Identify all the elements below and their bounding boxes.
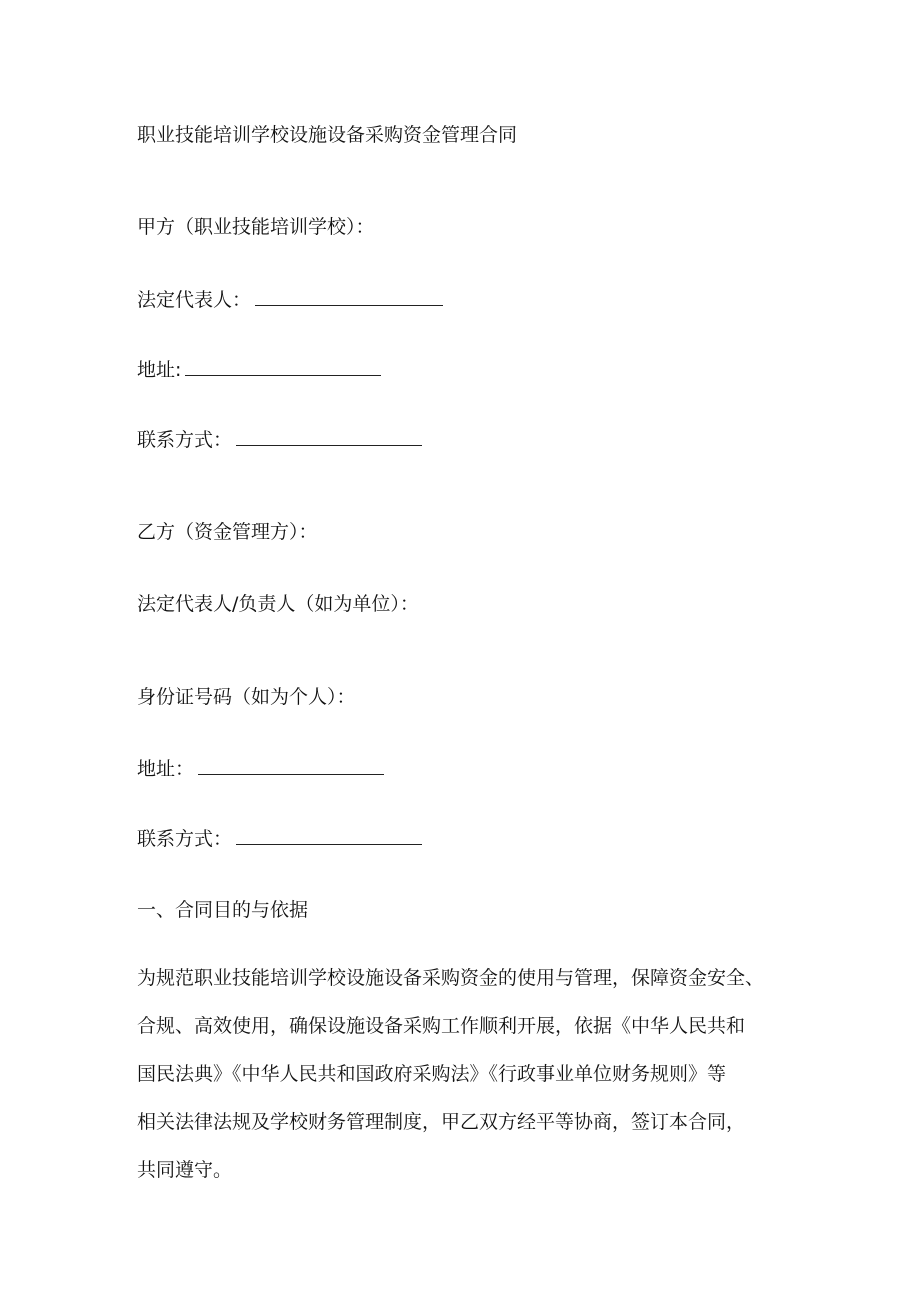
section1-paragraph [137,954,764,1194]
party-a-heading: 甲方（职业技能培训学校）： [137,216,375,238]
section1-heading: 一、合同目的与依据 [137,899,309,921]
paragraph-line: 相关法律法规及学校财务管理制度，甲乙双方经平等协商，签订本合同， [137,1111,746,1133]
party-b-id-label: 身份证号码（如为个人）： [137,686,356,708]
party-a-address-label: 地址: [137,359,182,381]
party-a-legal-rep-blank[interactable] [255,288,443,306]
party-a-contact-blank[interactable] [236,428,422,446]
party-b-contact-label: 联系方式： [137,828,233,850]
party-b-legal-rep-label: 法定代表人/负责人（如为单位）： [137,593,419,615]
party-b-address-blank[interactable] [198,757,384,775]
party-a-legal-rep-row [137,288,443,312]
party-b-address-row [137,757,384,781]
paragraph-line: 合规、高效使用，确保设施设备采购工作顺利开展，依据《中华人民共和 [137,1015,746,1037]
party-b-heading: 乙方（资金管理方）： [137,521,318,543]
paragraph-line: 国民法典》《中华人民共和国政府采购法》《行政事业单位财务规则》等 [137,1063,727,1085]
party-b-contact-blank[interactable] [236,827,422,845]
party-b-address-label: 地址： [137,758,195,780]
party-b-contact-row [137,827,422,851]
party-a-address-blank[interactable] [185,358,381,376]
paragraph-line: 共同遵守。 [137,1159,233,1181]
paragraph-line: 为规范职业技能培训学校设施设备采购资金的使用与管理，保障资金安全、 [137,967,765,989]
party-a-legal-rep-label: 法定代表人： [137,289,252,311]
document-title: 职业技能培训学校设施设备采购资金管理合同 [137,124,518,146]
party-a-contact-label: 联系方式： [137,429,233,451]
party-a-address-row [137,358,381,382]
party-a-contact-row [137,428,422,452]
